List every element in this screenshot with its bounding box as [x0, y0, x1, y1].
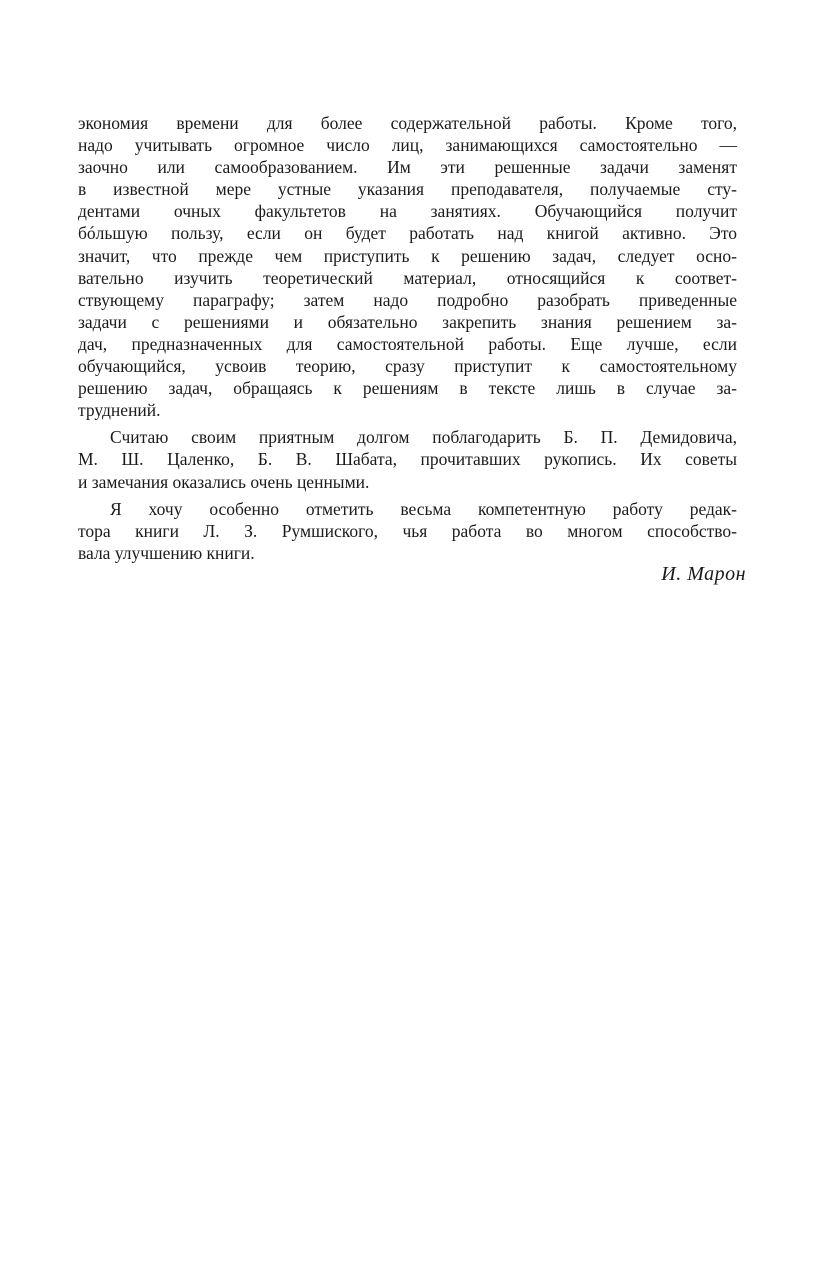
text-line: труднений. — [78, 400, 161, 421]
author-signature: И. Марон — [661, 563, 746, 585]
text-line: М. Ш. Цаленко, Б. В. Шабата, прочитавших рукопись. Их советы — [78, 449, 737, 470]
text-line: значит, что прежде чем приступить к решению задач, следует осно- — [78, 245, 737, 266]
text-line: решению задач, обращаясь к решениям в тексте лишь в случае за- — [78, 378, 737, 399]
paragraph-1 — [78, 112, 737, 421]
text-line: Считаю своим приятным долгом поблагодарить Б. П. Демидовича, — [110, 427, 737, 448]
text-line: дентами очных факультетов на занятиях. Обучающийся получит — [78, 201, 737, 222]
text-line: обучающийся, усвоив теорию, сразу приступит к самостоятельному — [78, 356, 737, 377]
text-line: экономия времени для более содержательной работы. Кроме того, — [78, 113, 737, 133]
text-line: бóльшую пользу, если он будет работать над книгой активно. Это — [78, 223, 737, 244]
text-line: и замечания оказались очень ценными. — [78, 471, 370, 492]
text-line: вательно изучить теоретический материал, относящийся к соответ- — [78, 267, 737, 288]
text-line: задачи с решениями и обязательно закрепить знания решением за- — [78, 311, 737, 332]
text-line: в известной мере устные указания преподавателя, получаемые сту- — [78, 179, 737, 200]
paragraph-3 — [78, 498, 737, 564]
text-line: Я хочу особенно отметить весьма компетентную работу редак- — [110, 498, 737, 519]
document-body — [78, 112, 737, 564]
text-line: заочно или самообразованием. Им эти решенные задачи заменят — [78, 157, 737, 178]
text-line: дач, предназначенных для самостоятельной работы. Еще лучше, если — [78, 333, 737, 354]
text-line: тора книги Л. З. Румшиского, чья работа во многом способство- — [78, 520, 737, 541]
paragraph-2 — [78, 426, 737, 492]
text-line: надо учитывать огромное число лиц, занимающихся самостоятельно — — [78, 135, 737, 156]
text-line: вала улучшению книги. — [78, 542, 255, 563]
text-line: ствующему параграфу; затем надо подробно разобрать приведенные — [78, 289, 737, 310]
